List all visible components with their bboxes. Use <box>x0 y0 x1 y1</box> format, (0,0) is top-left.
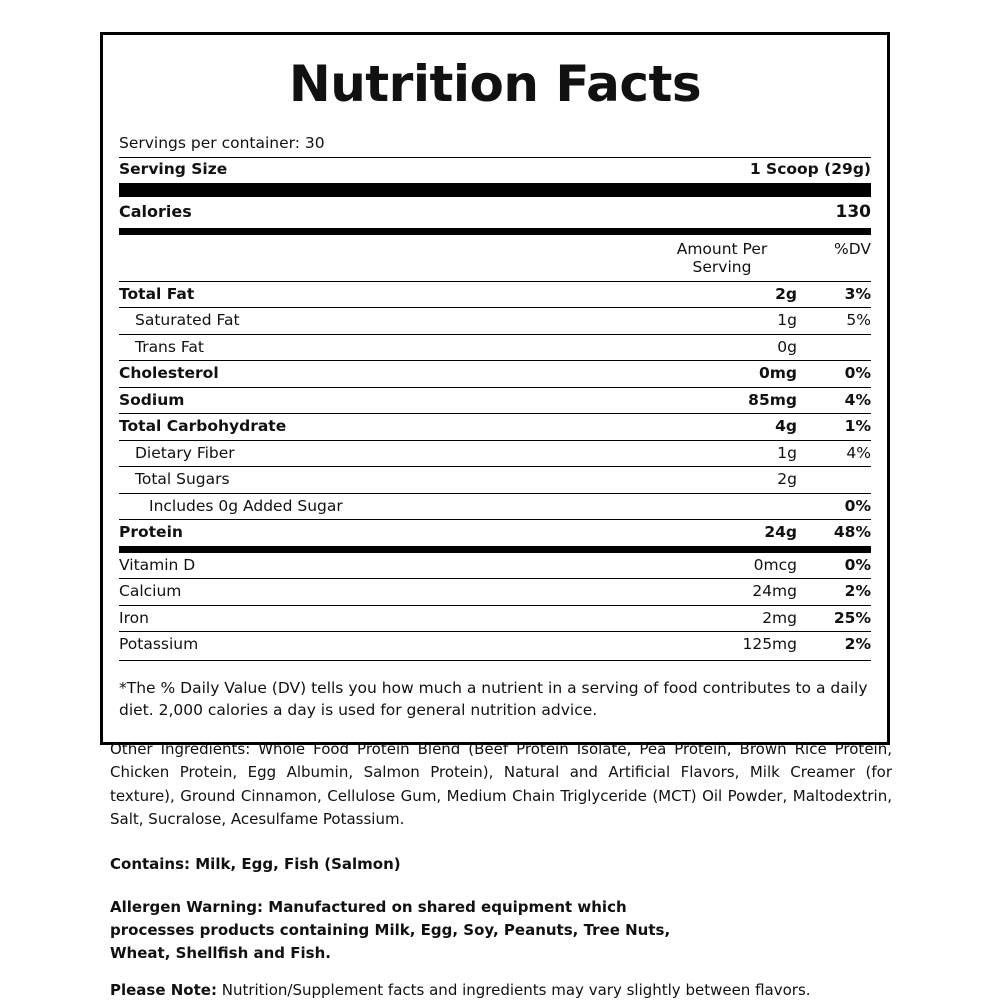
nutrient-rows <box>119 281 871 546</box>
nutrient-dv: 3% <box>844 284 871 303</box>
nutrient-amount: 2g <box>777 470 797 489</box>
nutrient-amount: 4g <box>775 417 797 436</box>
nutrient-amount: 24g <box>764 523 797 542</box>
table-row <box>119 493 871 520</box>
allergen-warning: Allergen Warning: Manufactured on shared equipment which processes products containing Milk, Egg, Soy, Peanuts, Tree Nuts, Wheat, Shellfish and Fish. <box>110 897 671 962</box>
nutrient-amount: 24mg <box>752 582 797 601</box>
table-row <box>119 631 871 658</box>
thin-divider-bottom <box>119 660 871 661</box>
please-note-text: Nutrition/Supplement facts and ingredients may vary slightly between flavors. <box>216 981 811 1000</box>
nutrient-amount: 0mg <box>758 364 797 383</box>
nutrient-label: Total Fat <box>119 284 195 303</box>
nutrient-amount: 125mg <box>742 635 797 654</box>
nutrient-amount: 2g <box>775 284 797 303</box>
please-note <box>110 979 892 1002</box>
nutrient-dv: 2% <box>844 635 871 654</box>
nutrient-amount: 1g <box>777 443 797 462</box>
nutrient-label: Iron <box>119 608 149 627</box>
nutrient-label: Potassium <box>119 635 199 654</box>
nutrient-amount: 0mcg <box>753 555 797 574</box>
nutrition-facts-panel <box>100 32 890 745</box>
nutrient-dv: 0% <box>844 555 871 574</box>
nutrient-dv: 2% <box>844 582 871 601</box>
daily-value-header: %DV <box>834 239 871 258</box>
nutrient-label: Dietary Fiber <box>135 443 235 462</box>
nutrient-label: Total Carbohydrate <box>119 417 287 436</box>
table-row <box>119 360 871 387</box>
nutrient-amount: 0g <box>777 337 797 356</box>
nutrient-label: Protein <box>119 523 183 542</box>
daily-value-footnote: *The % Daily Value (DV) tells you how much a nutrient in a serving of food contributes to a daily diet. 2,000 calories a day is used for general nutrition advice. <box>119 678 868 720</box>
thick-divider-top <box>119 183 871 197</box>
nutrient-amount: 85mg <box>748 390 797 409</box>
nutrient-amount: 1g <box>777 311 797 330</box>
contains-statement: Contains: Milk, Egg, Fish (Salmon) <box>110 855 401 873</box>
column-headers <box>119 235 871 281</box>
nutrient-dv: 0% <box>844 496 871 515</box>
calories-value: 130 <box>835 201 871 222</box>
table-row <box>119 307 871 334</box>
micronutrient-rows <box>119 553 871 658</box>
nutrient-label: Vitamin D <box>119 555 196 574</box>
table-row <box>119 578 871 605</box>
calories-row <box>119 197 871 228</box>
serving-size-row <box>119 157 871 183</box>
other-ingredients: Other Ingredients: Whole Food Protein Blend (Beef Protein Isolate, Pea Protein, Brown Rice Protein, Chicken Protein, Egg Albumin, Salmon Protein), Natural and Artificial Flavors, Milk Creamer (for texture), Ground Cinnamon, Cellulose Gum, Medium Chain Triglyceride (MCT) Oil Powder, Maltodextrin, Salt, Sucralose, Acesulfame Potassium. <box>110 740 892 828</box>
label-footer-text <box>110 738 892 1002</box>
table-row <box>119 281 871 308</box>
table-row <box>119 413 871 440</box>
nutrient-dv: 25% <box>833 608 871 627</box>
table-row <box>119 519 871 546</box>
nutrient-amount: 2mg <box>762 608 797 627</box>
table-row <box>119 466 871 493</box>
nutrient-label: Calcium <box>119 582 182 601</box>
nutrient-dv: 5% <box>846 311 871 330</box>
servings-per-container: Servings per container: 30 <box>119 134 325 152</box>
medium-divider-2 <box>119 546 871 553</box>
page-title: Nutrition Facts <box>288 55 702 113</box>
nutrient-label: Saturated Fat <box>135 311 240 330</box>
table-row <box>119 334 871 361</box>
please-note-label: Please Note: <box>110 981 217 1000</box>
nutrient-dv: 1% <box>844 417 871 436</box>
calories-label: Calories <box>119 201 192 221</box>
nutrient-label: Cholesterol <box>119 364 219 383</box>
serving-size-value: 1 Scoop (29g) <box>749 159 871 178</box>
nutrient-dv: 4% <box>844 390 871 409</box>
amount-per-serving-header: Amount Per Serving <box>676 239 768 276</box>
table-row <box>119 440 871 467</box>
serving-size-label: Serving Size <box>119 159 228 178</box>
nutrient-label: Trans Fat <box>135 337 204 356</box>
table-row <box>119 605 871 632</box>
nutrient-label: Total Sugars <box>135 470 230 489</box>
nutrient-label: Includes 0g Added Sugar <box>149 496 343 515</box>
nutrient-dv: 0% <box>844 364 871 383</box>
table-row <box>119 553 871 579</box>
nutrient-label: Sodium <box>119 390 185 409</box>
medium-divider <box>119 228 871 235</box>
nutrient-dv: 4% <box>846 443 871 462</box>
nutrient-dv: 48% <box>833 523 871 542</box>
table-row <box>119 387 871 414</box>
